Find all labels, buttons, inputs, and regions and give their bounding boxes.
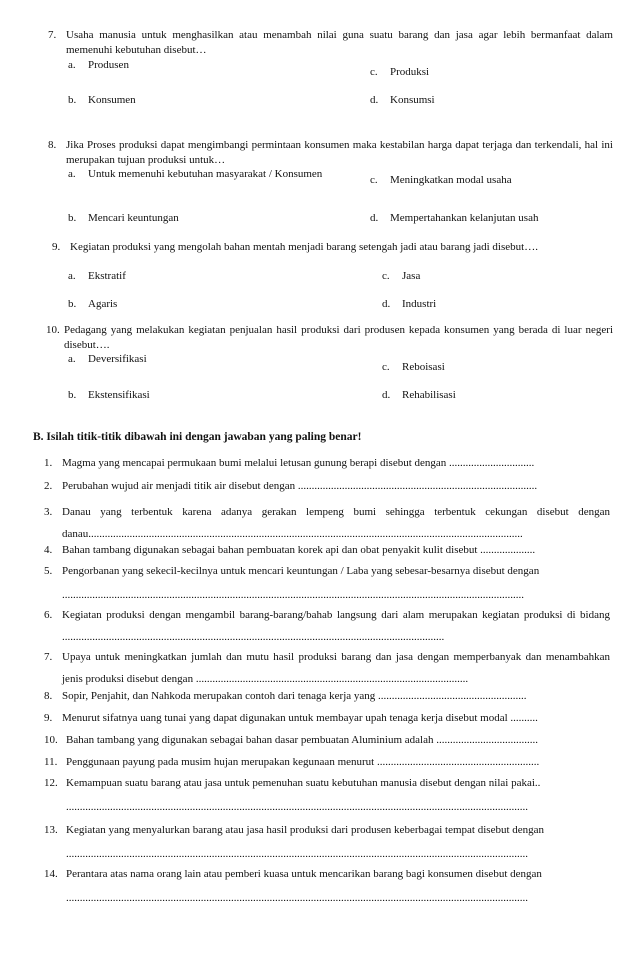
question-7 [48, 28, 613, 111]
question-text: Usaha manusia untuk menghasilkan atau menambah nilai guna suatu barang dan jasa agar lebih bermanfaat dalam memenuhi kebutuhan disebut… [66, 29, 613, 56]
item-number: 7. [44, 651, 53, 663]
question-text: Jika Proses produksi dapat mengimbangi permintaan konsumen maka kestabilan harga dapat terjaga dan terkendali, hal ini merupakan tujuan produksi untuk… [66, 139, 613, 166]
answer-options [68, 255, 613, 310]
item-number: 13. [44, 824, 58, 836]
item-text: Danau yang terbentuk karena adanya gerakan lempeng bumi sehingga terbentuk cekungan disebut dengan danau.............................................................................................................................................................. [62, 506, 610, 540]
item-text: Perubahan wujud air menjadi titik air disebut dengan ....................................................................................... [62, 480, 538, 492]
item-number: 11. [44, 756, 58, 768]
option-letter: b. [68, 297, 77, 310]
question-10 [46, 323, 613, 406]
item-text: Penggunaan payung pada musim hujan merupakan kegunaan menurut ........................................................... [66, 756, 540, 768]
option-b[interactable] [68, 93, 136, 108]
fill-item-13 [44, 823, 610, 861]
fill-item-2 [44, 479, 610, 494]
fill-item-5 [44, 564, 610, 602]
question-number: 9. [52, 241, 61, 253]
option-text: Ekstratif [88, 269, 126, 282]
option-text: Konsumen [88, 94, 136, 107]
item-text: Bahan tambang digunakan sebagai bahan pembuatan korek api dan obat penyakit kulit disebut .................... [62, 544, 536, 556]
option-a[interactable] [68, 352, 147, 367]
option-letter: d. [370, 212, 379, 225]
item-number: 2. [44, 480, 53, 492]
option-c[interactable] [382, 360, 445, 375]
option-letter: a. [68, 59, 76, 72]
answer-options [68, 57, 613, 111]
item-number: 1. [44, 457, 53, 469]
question-number: 8. [48, 139, 57, 151]
fill-item-10 [44, 733, 610, 748]
option-text: Reboisasi [402, 361, 445, 374]
question-9 [52, 240, 613, 310]
fill-item-4 [44, 543, 610, 558]
question-8 [48, 138, 613, 229]
item-text: Upaya untuk meningkatkan jumlah dan mutu hasil produksi barang dan jasa dengan memperbanyak dan menambahkan jenis produksi disebut dengan ................................................................................................... [62, 651, 610, 685]
item-text: Pengorbanan yang sekecil-kecilnya untuk mencari keuntungan / Laba yang sebesar-besarnya disebut dengan [62, 565, 540, 577]
option-text: Deversifikasi [88, 353, 147, 366]
option-text: Agaris [88, 297, 118, 310]
question-text: Kegiatan produksi yang mengolah bahan mentah menjadi barang setengah jadi atau barang jadi disebut…. [70, 241, 538, 253]
option-c[interactable] [370, 173, 512, 188]
item-text: Kemampuan suatu barang atau jasa untuk pemenuhan suatu kebutuhan manusia disebut dengan nilai pakai.. [66, 777, 541, 789]
item-number: 6. [44, 609, 53, 621]
item-number: 8. [44, 690, 53, 702]
answer-blank[interactable]: ........................................................................................................................................................................ [66, 800, 528, 813]
option-text: Mempertahankan kelanjutan usah [390, 212, 539, 225]
option-b[interactable] [68, 388, 150, 403]
answer-options [68, 352, 613, 406]
section-b-title: B. Isilah titik-titik dibawah ini dengan jawaban yang paling benar! [33, 431, 362, 443]
item-number: 9. [44, 712, 53, 724]
option-d[interactable] [382, 297, 436, 312]
option-text: Konsumsi [390, 94, 435, 107]
option-b[interactable] [68, 297, 117, 312]
option-letter: c. [370, 174, 378, 187]
option-letter: d. [382, 389, 391, 402]
option-letter: a. [68, 269, 76, 282]
item-number: 3. [44, 506, 53, 518]
option-text: Industri [402, 297, 437, 310]
item-text: Magma yang mencapai permukaan bumi melalui letusan gunung berapi disebut dengan ............................... [62, 457, 535, 469]
question-text: Pedagang yang melakukan kegiatan penjualan hasil produksi dari produsen kepada konsumen yang berada di luar negeri disebut…. [64, 324, 613, 351]
option-letter: a. [68, 168, 76, 181]
fill-item-3 [44, 501, 610, 545]
fill-item-9 [44, 711, 610, 726]
option-a[interactable] [68, 58, 129, 73]
option-text: Meningkatkan modal usaha [390, 174, 512, 187]
option-letter: b. [68, 94, 77, 107]
fill-item-8 [44, 689, 610, 704]
fill-item-1 [44, 456, 610, 471]
option-a[interactable] [68, 269, 126, 284]
item-text: Bahan tambang yang digunakan sebagai bahan dasar pembuatan Aluminium adalah ..................................... [66, 734, 538, 746]
option-letter: d. [382, 297, 391, 310]
option-d[interactable] [370, 211, 538, 226]
fill-item-7 [44, 646, 610, 690]
question-number: 10. [46, 324, 60, 336]
option-letter: b. [68, 212, 77, 225]
item-number: 12. [44, 777, 58, 789]
item-text: Kegiatan yang menyalurkan barang atau jasa hasil produksi dari produsen keberbagai tempat disebut dengan [66, 824, 545, 836]
option-c[interactable] [382, 269, 420, 284]
option-d[interactable] [370, 93, 435, 108]
option-d[interactable] [382, 388, 456, 403]
option-a[interactable] [68, 167, 328, 182]
answer-blank[interactable]: ........................................................................................................................................................................ [66, 847, 528, 860]
option-text: Produksi [390, 66, 430, 79]
option-text: Rehabilisasi [402, 389, 456, 402]
fill-item-14 [44, 867, 610, 905]
option-b[interactable] [68, 211, 179, 226]
fill-item-6 [44, 604, 610, 648]
item-number: 5. [44, 565, 53, 577]
item-text: Perantara atas nama orang lain atau pemberi kuasa untuk mencarikan barang bagi konsumen disebut dengan [66, 868, 542, 880]
answer-blank[interactable]: ........................................................................................................................................................................ [66, 891, 528, 904]
option-letter: c. [370, 66, 378, 79]
fill-item-12 [44, 776, 610, 814]
answer-blank[interactable]: ........................................................................................................................................................................ [62, 588, 524, 601]
option-text: Ekstensifikasi [88, 389, 150, 402]
option-text: Jasa [402, 269, 421, 282]
item-text: Sopir, Penjahit, dan Nahkoda merupakan contoh dari tenaga kerja yang ...................................................... [62, 690, 527, 702]
option-text: Untuk memenuhi kebutuhan masyarakat / Konsumen [88, 168, 323, 181]
option-letter: a. [68, 353, 76, 366]
option-letter: b. [68, 389, 77, 402]
item-number: 10. [44, 734, 58, 746]
option-text: Mencari keuntungan [88, 212, 179, 225]
item-text: Menurut sifatnya uang tunai yang dapat digunakan untuk membayar upah tenaga kerja disebut modal .......... [62, 712, 538, 724]
item-number: 4. [44, 544, 53, 556]
question-number: 7. [48, 29, 57, 41]
option-c[interactable] [370, 65, 429, 80]
item-number: 14. [44, 868, 58, 880]
option-letter: c. [382, 361, 390, 374]
option-letter: d. [370, 94, 379, 107]
option-text: Produsen [88, 59, 129, 72]
option-letter: c. [382, 269, 390, 282]
answer-options [68, 167, 613, 229]
item-text: Kegiatan produksi dengan mengambil barang-barang/bahab langsung dari alam merupakan kegiatan produksi di bidang ........................................................................................................................................... [62, 609, 610, 643]
fill-item-11 [44, 755, 610, 770]
